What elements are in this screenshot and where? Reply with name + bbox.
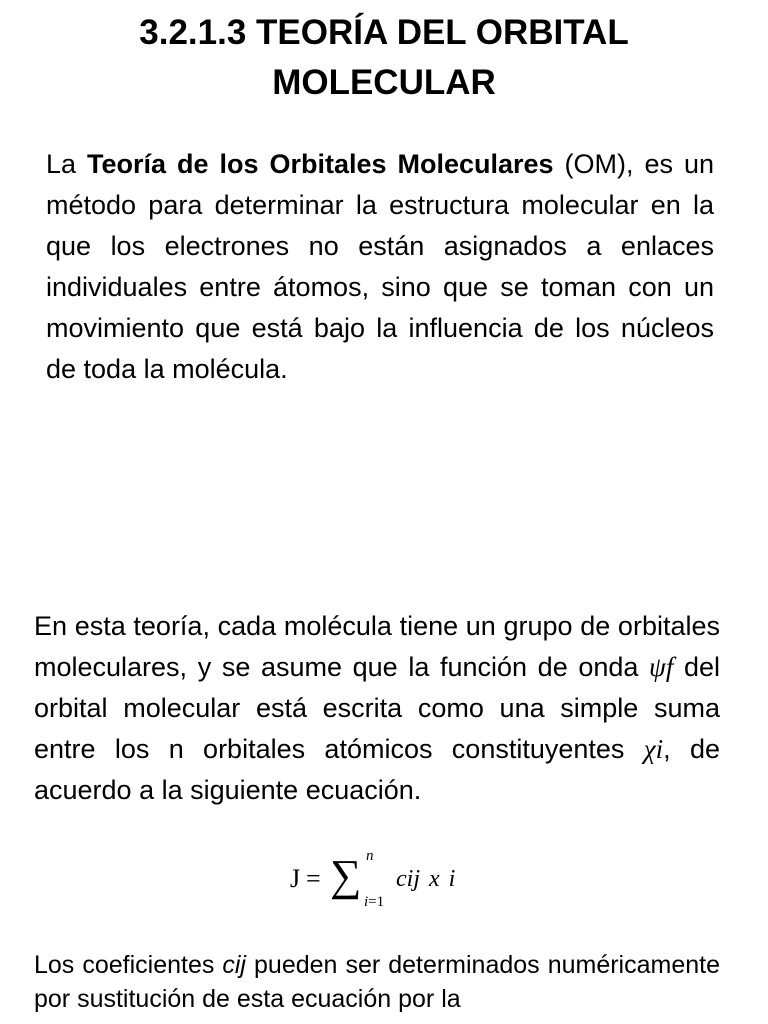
title-line-1: 3.2.1.3 TEORÍA DEL ORBITAL — [139, 13, 629, 52]
theory-paragraph — [34, 606, 720, 811]
chi-symbol: χi — [643, 734, 664, 764]
title-line-2: MOLECULAR — [272, 63, 496, 102]
lower-limit-variable: i — [364, 894, 369, 910]
coefficients-part-2: pueden ser determinados numéricamente por sustitución de esta ecuación por la — [34, 951, 721, 1013]
lower-limit-rest: =1 — [368, 894, 385, 910]
coefficients-paragraph — [34, 948, 720, 1016]
intro-term: Teoría de los Orbitales Moleculares — [87, 149, 554, 179]
summation-upper-limit: n — [366, 848, 374, 864]
cij-term: cij — [222, 951, 246, 979]
intro-lead: La — [46, 149, 88, 179]
summation-equation — [290, 848, 490, 918]
summation-sigma: ∑ — [330, 851, 362, 900]
theory-part-1: En esta teoría, cada molécula tiene un grupo de orbitales moleculares, y se asume que la función de onda — [34, 611, 720, 682]
intro-rest: (OM), es un método para determinar la estructura molecular en la que los electrones no están asignados a enlaces individuales entre átomos, sino que se toman con un movimiento que está bajo la influencia de los núcleos de toda la molécula. — [46, 149, 714, 384]
intro-paragraph — [46, 144, 714, 390]
page-title — [0, 8, 768, 108]
equation-lhs: J — [290, 864, 301, 893]
psi-symbol: ψf — [649, 652, 674, 682]
equation-term: cij x i — [396, 866, 456, 892]
summation-lower-limit — [364, 894, 384, 911]
equation-equals: = — [306, 864, 321, 893]
theory-part-2: del orbital molecular está escrita como una simple suma entre los n orbitales atómicos constituyentes — [34, 652, 720, 764]
theory-part-3: , de acuerdo a la siguiente ecuación. — [34, 734, 720, 805]
coefficients-part-1: Los coeficientes — [34, 951, 223, 979]
